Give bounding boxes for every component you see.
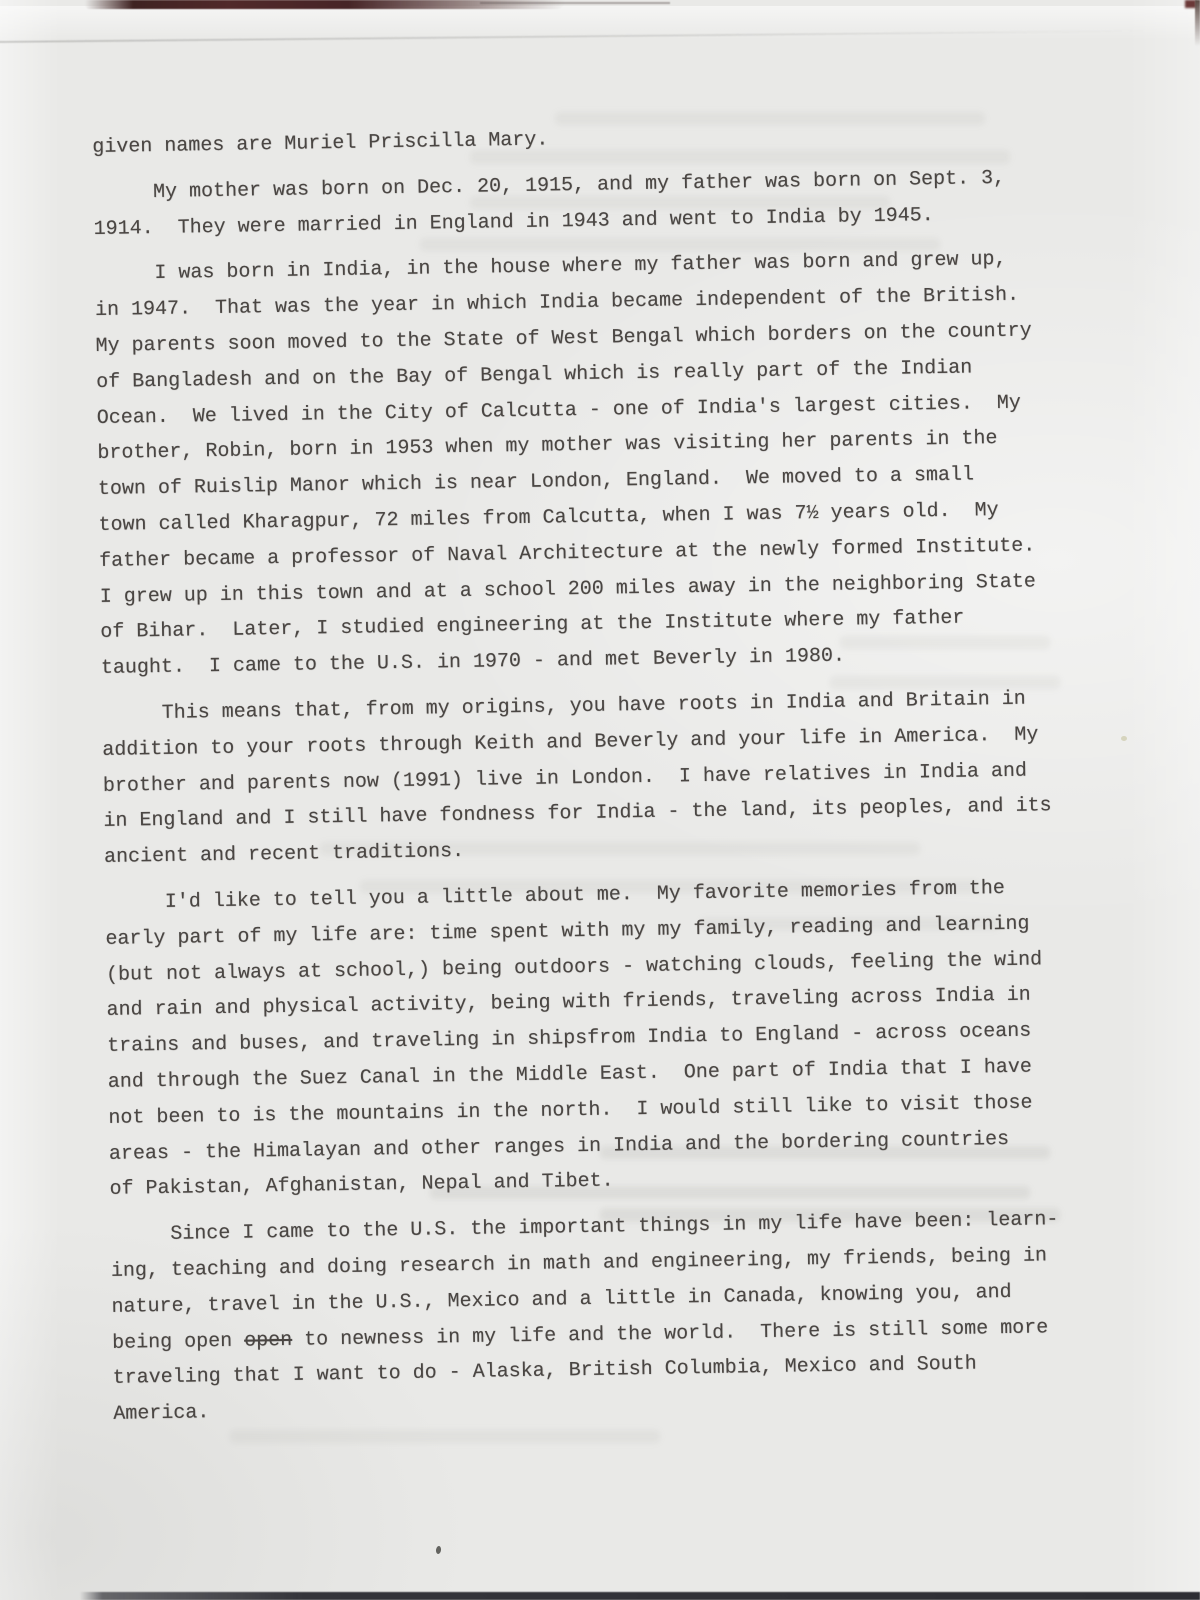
text-line: brother, Robin, born in 1953 when my mother was visiting her parents in the: [97, 427, 998, 466]
paper-crease-line: [0, 29, 1200, 43]
text-line: and through the Suez Canal in the Middle East. One part of India that I have: [107, 1055, 1033, 1094]
text-line: I'd like to tell you a little about me. My favorite memories from the: [104, 876, 1006, 915]
text-line: early part of my life are: time spent with my my family, reading and learning: [105, 912, 1030, 951]
text-line: I was born in India, in the house where my father was born and grew up,: [94, 248, 1007, 287]
text-line: My mother was born on Dec. 20, 1915, and my father was born on Sept. 3,: [92, 166, 1006, 205]
text-line: and rain and physical activity, being with friends, traveling across India in: [106, 983, 1031, 1023]
text-line: being open open to newness in my life and the world. There is still some more: [111, 1315, 1049, 1355]
text-line: My parents soon moved to the State of West Bengal which borders on the country: [95, 319, 1032, 358]
photo-edge-bottom: [80, 1592, 1200, 1600]
text-line: taught. I came to the U.S. in 1970 - and met Beverly in 1980.: [100, 644, 846, 681]
paper-speck: [1121, 736, 1127, 741]
photo-edge-top-line: [480, 2, 670, 4]
paragraph: [94, 241, 1081, 687]
text-line: of Bangladesh and on the Bay of Bengal which is really part of the Indian: [95, 356, 973, 394]
text-line: of Pakistan, Afghanistan, Nepal and Tibet.: [109, 1169, 614, 1202]
text-line: trains and buses, and traveling in shipsfrom India to England - across oceans: [107, 1019, 1032, 1058]
text-line: Since I came to the U.S. the important things in my life have been: learn-: [110, 1208, 1059, 1247]
text-line: brother and parents now (1991) live in London. I have relatives in India and: [102, 759, 1028, 798]
text-line: This means that, from my origins, you have roots in India and Britain in: [101, 687, 1026, 726]
ink-speck: [435, 1546, 441, 1555]
paragraph: [92, 114, 1072, 166]
text-line: areas - the Himalayan and other ranges in India and the bordering countries: [108, 1127, 1010, 1166]
text-line: given names are Muriel Priscilla Mary.: [92, 128, 549, 159]
text-line: Ocean. We lived in the City of Calcutta - one of India's largest cities. My: [96, 391, 1021, 430]
text-line: town of Ruislip Manor which is near London, England. We moved to a small: [97, 463, 975, 502]
text-line: ing, teaching and doing research in math and engineering, my friends, being in: [110, 1244, 1048, 1283]
text-line: ancient and recent traditions.: [103, 840, 465, 870]
paragraph: [93, 160, 1074, 248]
text-line: not been to is the mountains in the north. I would still like to visit those: [108, 1091, 1033, 1130]
text-line: in 1947. That was the year in which India became independent of the British.: [94, 283, 1020, 323]
text-line: nature, travel in the U.S., Mexico and a little in Canada, knowing you, and: [111, 1280, 1012, 1319]
paragraph: [105, 870, 1090, 1208]
text-line: in England and I still have fondness for India - the land, its peoples, and its: [103, 794, 1052, 834]
typed-text: [92, 114, 1093, 1433]
paragraph: [110, 1202, 1093, 1433]
strikethrough-word: open: [243, 1328, 293, 1353]
bleedthrough-smudge: [230, 1430, 660, 1443]
text-line: 1914. They were married in England in 1943 and went to India by 1945.: [93, 203, 934, 241]
text-line: father became a professor of Naval Architecture at the newly formed Institute.: [98, 534, 1036, 573]
paragraph: [101, 681, 1084, 876]
photo-edge-right: [1195, 0, 1200, 46]
text-line: America.: [113, 1401, 210, 1426]
text-line: town called Kharagpur, 72 miles from Calcutta, when I was 7½ years old. My: [98, 498, 999, 537]
text-line: of Bihar. Later, I studied engineering at the Institute where my father: [100, 606, 965, 645]
text-line: (but not always at school,) being outdoors - watching clouds, feeling the wind: [105, 947, 1043, 987]
text-line: addition to your roots through Keith and Beverly and your life in America. My: [102, 723, 1039, 762]
text-line: I grew up in this town and at a school 200 miles away in the neighboring State: [99, 569, 1036, 609]
text-line: traveling that I want to do - Alaska, British Columbia, Mexico and South: [112, 1352, 977, 1391]
